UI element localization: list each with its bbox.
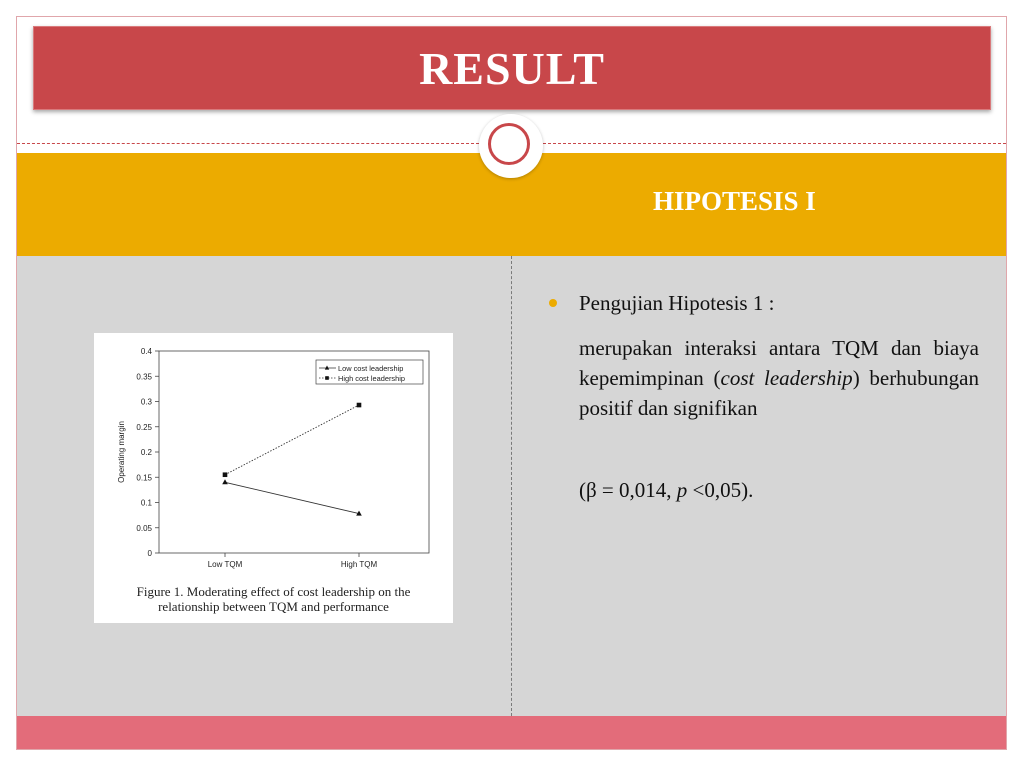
- hypothesis-text-italic: cost leadership: [720, 366, 853, 390]
- y-tick-label: 0.1: [140, 498, 152, 508]
- series-line-0: [225, 482, 359, 513]
- hypothesis-text-part-1: merupakan interaksi antara TQM dan biaya kepemimpinan (: [579, 336, 979, 390]
- y-tick-label: 0.4: [140, 347, 152, 356]
- footer-band: [17, 716, 1006, 749]
- column-divider: [511, 256, 512, 716]
- statistic-text: [579, 478, 753, 503]
- data-point-1: [223, 472, 228, 477]
- y-tick-label: 0.35: [136, 372, 152, 382]
- series-line-1: [225, 405, 359, 475]
- figure-image: [94, 333, 453, 623]
- statistic-part-3: <0,05).: [687, 478, 754, 502]
- divider-line-right: [543, 143, 1006, 144]
- statistic-p-italic: p: [676, 478, 688, 502]
- data-point-0: [222, 479, 228, 484]
- x-tick-label: Low TQM: [207, 560, 243, 569]
- y-tick-label: 0.15: [136, 473, 152, 483]
- bullet-heading: Pengujian Hipotesis 1 :: [579, 291, 775, 315]
- ring-ornament: [479, 114, 543, 178]
- hypothesis-text: [579, 333, 979, 423]
- legend-label-1: High cost leadership: [338, 374, 405, 383]
- figure-caption-line-2: relationship between TQM and performance: [158, 599, 389, 614]
- x-tick-label: High TQM: [340, 560, 378, 569]
- hypothesis-text-part-3: ) berhubungan positif dan signifikan: [579, 366, 980, 420]
- title-band: [33, 26, 991, 110]
- legend-marker-1: [325, 376, 329, 380]
- y-tick-label: 0.3: [140, 397, 152, 407]
- data-point-1: [357, 403, 362, 408]
- y-tick-label: 0.2: [140, 448, 152, 457]
- bullet-icon: [549, 299, 557, 307]
- slide-title: RESULT: [419, 43, 605, 94]
- legend-label-0: Low cost leadership: [338, 364, 404, 373]
- chart: [94, 333, 453, 583]
- slide-subtitle: HIPOTESIS I: [653, 186, 816, 216]
- y-tick-label: 0.25: [136, 422, 152, 432]
- statistic-part-1: (β = 0,014,: [579, 478, 677, 502]
- figure-caption-line-1: Figure 1. Moderating effect of cost leadership on the: [136, 584, 411, 599]
- y-tick-label: 0.05: [136, 523, 152, 533]
- divider-line-left: [17, 143, 479, 144]
- figure-caption: [94, 584, 453, 614]
- y-axis-label: Operating margin: [117, 421, 126, 483]
- y-tick-label: 0: [147, 549, 152, 558]
- ring-ornament-inner: [488, 123, 530, 165]
